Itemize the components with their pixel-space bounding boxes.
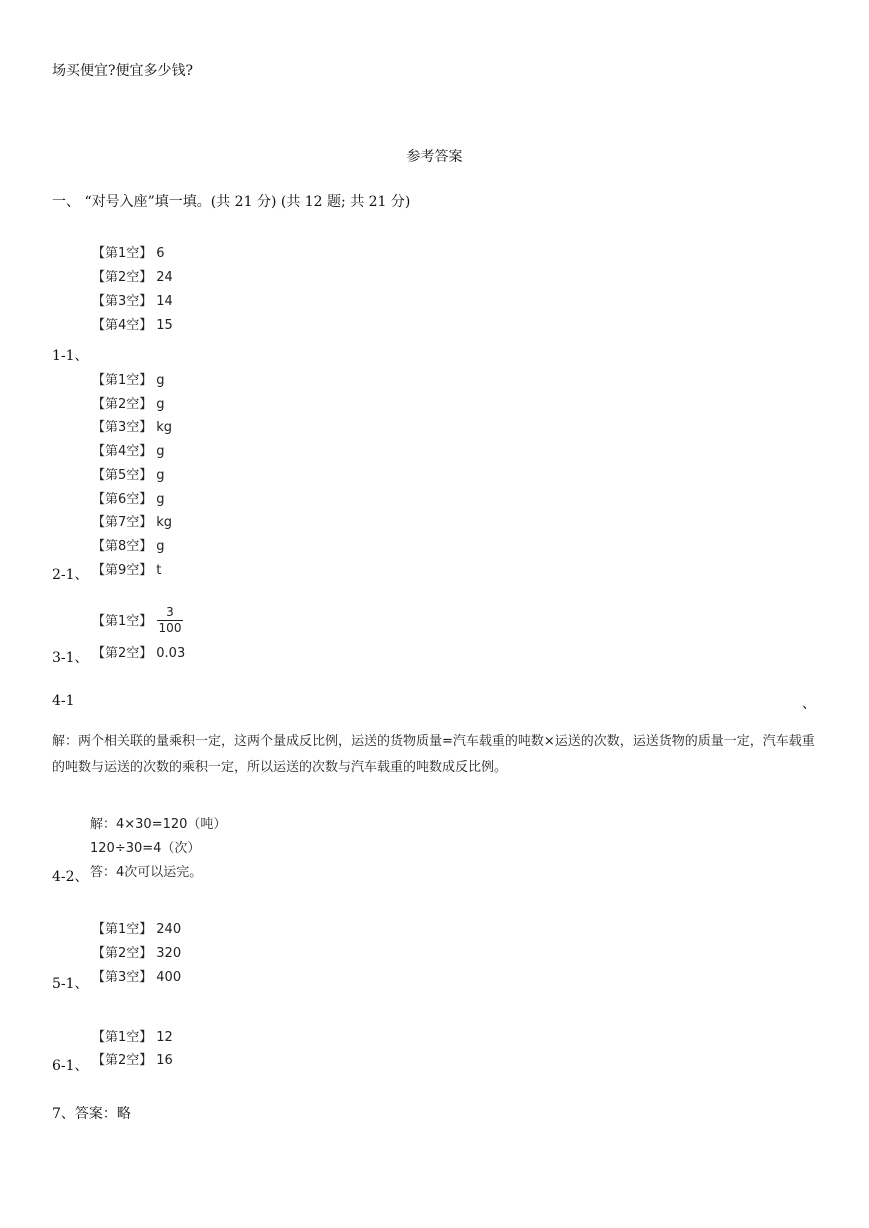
blank-tag: 【第2空】 — [92, 646, 153, 661]
question-label: 3-1、 — [52, 650, 89, 666]
answer-line — [92, 511, 172, 530]
blank-tag: 【第3空】 — [92, 970, 153, 985]
blank-value: 12 — [156, 1030, 173, 1045]
question-label: 2-1、 — [52, 567, 89, 583]
answer-line — [92, 535, 165, 554]
answer-title: 参考答案 — [406, 149, 463, 165]
answer-line — [92, 416, 172, 435]
blank-value: g — [156, 373, 165, 388]
blank-tag: 【第5空】 — [92, 468, 153, 483]
fraction-numerator: 3 — [166, 605, 174, 619]
question-label: 4-2、 — [52, 869, 89, 885]
solution-line: 120÷30=4（次） — [90, 841, 201, 856]
blank-tag: 【第9空】 — [92, 563, 153, 578]
answer-line — [92, 1049, 173, 1068]
trailing-mark: 、 — [802, 696, 816, 712]
blank-tag: 【第2空】 — [92, 946, 153, 961]
blank-value: g — [156, 468, 165, 483]
question-label: 1-1、 — [52, 348, 89, 364]
blank-tag: 【第1空】 — [92, 614, 153, 629]
question-label: 4-1 — [52, 693, 75, 709]
answer-line — [92, 464, 165, 483]
answer-line — [92, 942, 181, 961]
blank-tag: 【第2空】 — [92, 270, 153, 285]
blank-value: g — [156, 444, 165, 459]
answer-line — [92, 559, 161, 578]
blank-tag: 【第1空】 — [92, 373, 153, 388]
answer-line — [92, 393, 165, 412]
blank-value: 15 — [156, 318, 173, 333]
blank-value: 240 — [156, 922, 182, 937]
question-tail-text: 场买便宜?便宜多少钱? — [52, 63, 194, 79]
blank-value: g — [156, 492, 165, 507]
blank-value: 16 — [156, 1053, 173, 1068]
explanation-text: 解：两个相关联的量乘积一定，这两个量成反比例，运送的货物质量=汽车载重的吨数×运送的次数，运送货物的质量一定，汽车载重的吨数与运送的次数的乘积一定，所以运送的次数与汽车载重的吨数成反比例。 — [52, 734, 815, 775]
answer-line — [92, 642, 185, 661]
blank-value: 6 — [156, 246, 165, 261]
fraction-value — [157, 606, 183, 635]
answer-line — [92, 610, 156, 629]
fraction-denominator: 100 — [158, 621, 182, 635]
section-heading: 一、 “对号入座”填一填。(共 21 分) (共 12 题; 共 21 分) — [52, 194, 411, 210]
solution-line: 答：4次可以运完。 — [90, 865, 203, 880]
blank-tag: 【第2空】 — [92, 1053, 153, 1068]
blank-tag: 【第1空】 — [92, 1030, 153, 1045]
blank-tag: 【第3空】 — [92, 420, 153, 435]
answer-line — [92, 1026, 173, 1045]
solution-line: 解：4×30=120（吨） — [90, 817, 227, 832]
answer-line — [92, 242, 165, 261]
blank-tag: 【第8空】 — [92, 539, 153, 554]
answer-line — [92, 918, 181, 937]
blank-value: g — [156, 539, 165, 554]
blank-value: g — [156, 397, 165, 412]
answer-line — [92, 966, 181, 985]
answer-line — [92, 369, 165, 388]
answer-line — [92, 314, 173, 333]
blank-tag: 【第4空】 — [92, 444, 153, 459]
answer-line-7: 7、答案：略 — [52, 1106, 131, 1122]
blank-tag: 【第1空】 — [92, 246, 153, 261]
blank-tag: 【第2空】 — [92, 397, 153, 412]
blank-value: 0.03 — [156, 646, 186, 661]
blank-value: kg — [156, 515, 173, 530]
blank-tag: 【第4空】 — [92, 318, 153, 333]
answer-line — [92, 440, 165, 459]
question-label: 5-1、 — [52, 976, 89, 992]
blank-value: 24 — [156, 270, 173, 285]
blank-tag: 【第7空】 — [92, 515, 153, 530]
blank-value: 320 — [156, 946, 182, 961]
blank-tag: 【第6空】 — [92, 492, 153, 507]
blank-tag: 【第1空】 — [92, 922, 153, 937]
blank-value: 14 — [156, 294, 173, 309]
answer-line — [92, 266, 173, 285]
blank-tag: 【第3空】 — [92, 294, 153, 309]
blank-value: 400 — [156, 970, 182, 985]
question-label: 6-1、 — [52, 1058, 89, 1074]
answer-line — [92, 290, 173, 309]
blank-value: kg — [156, 420, 173, 435]
answer-line — [92, 488, 165, 507]
blank-value: t — [156, 563, 162, 578]
